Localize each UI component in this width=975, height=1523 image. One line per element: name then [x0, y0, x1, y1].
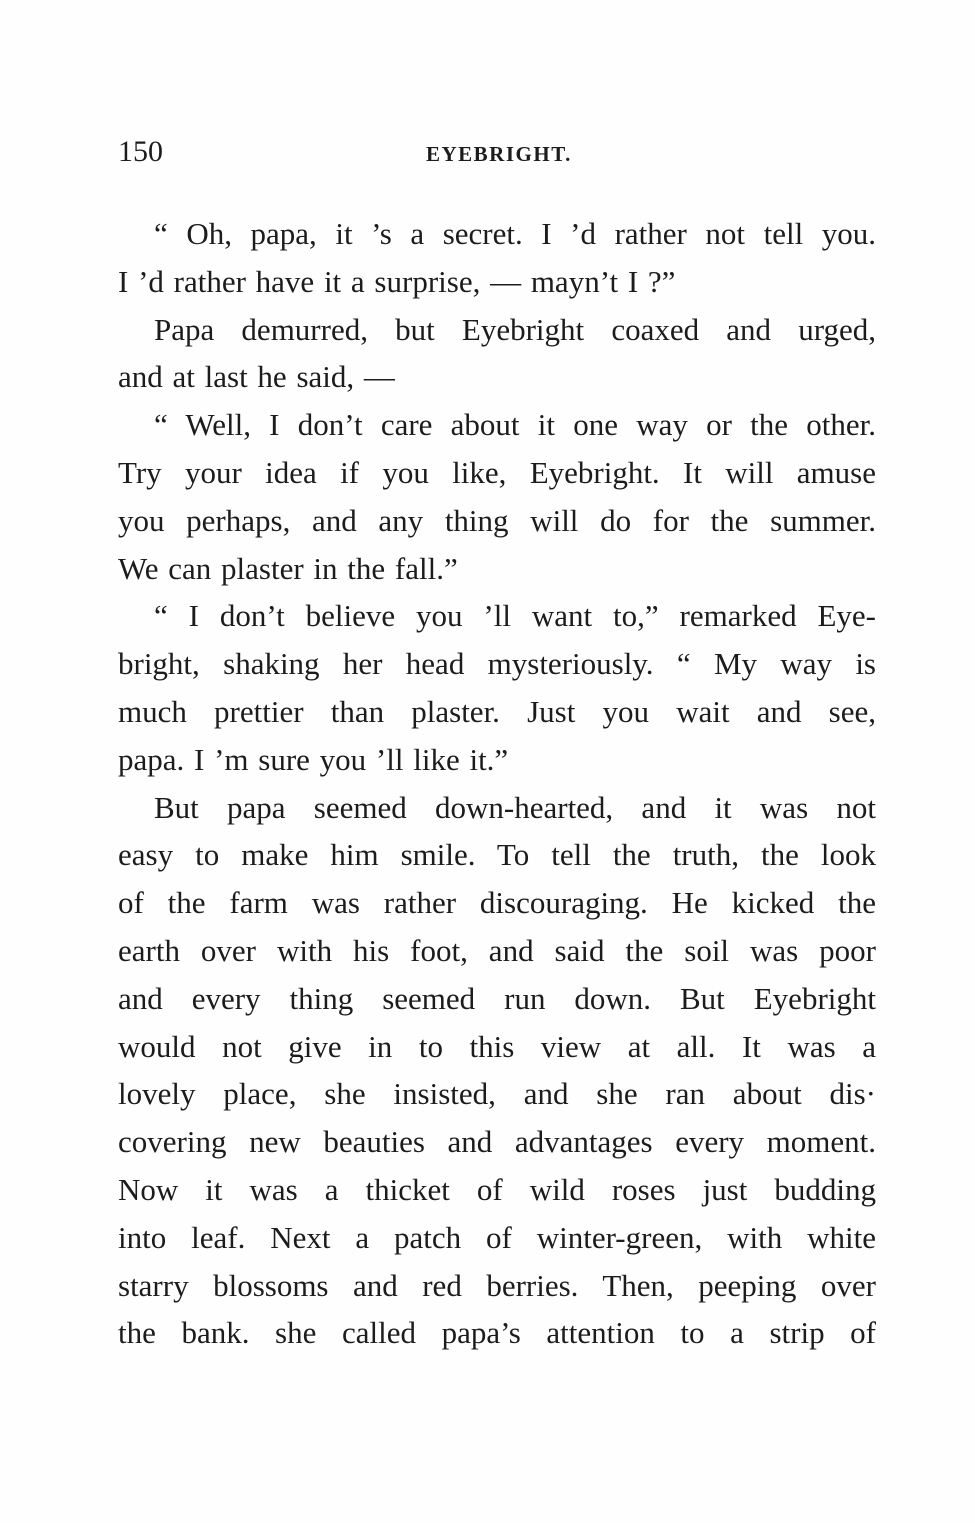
text-line: Now it was a thicket of wild roses just budding: [118, 1171, 876, 1207]
text-line: Papa demurred, but Eyebright coaxed and urged,: [154, 311, 876, 347]
text-line: would not give in to this view at all. It was a: [118, 1028, 876, 1064]
text-line: bright, shaking her head mysteriously. “ My way is: [118, 646, 876, 682]
text-line: Try your idea if you like, Eyebright. It will amuse: [118, 454, 876, 490]
text-line: you perhaps, and any thing will do for the summer.: [118, 502, 876, 538]
text-line: covering new beauties and advantages every moment.: [118, 1124, 876, 1160]
text-line: “ Oh, papa, it ’s a secret. I ’d rather not tell you.: [154, 216, 876, 251]
text-line: lovely place, she insisted, and she ran about dis·: [118, 1076, 876, 1112]
text-line: the bank. she called papa’s attention to a strip of: [118, 1315, 876, 1351]
text-line: and at last he said, —: [118, 359, 395, 395]
text-line: into leaf. Next a patch of winter-green, with white: [118, 1219, 876, 1255]
text-line: “ Well, I don’t care about it one way or the other.: [154, 407, 876, 443]
body-text: [118, 210, 876, 1357]
running-title: EYEBRIGHT.: [426, 142, 572, 166]
text-line: and every thing seemed run down. But Eyebright: [118, 980, 876, 1016]
text-line: I ’d rather have it a surprise, — mayn’t I ?”: [118, 263, 676, 299]
text-line: of the farm was rather discouraging. He kicked the: [118, 885, 876, 921]
text-line: But papa seemed down-hearted, and it was not: [154, 789, 876, 825]
page-header: [118, 132, 876, 172]
text-line: much prettier than plaster. Just you wait and see,: [118, 693, 876, 729]
text-line: starry blossoms and red berries. Then, peeping over: [118, 1267, 876, 1303]
text-line: easy to make him smile. To tell the truth, the look: [118, 837, 876, 873]
text-line: We can plaster in the fall.”: [118, 550, 458, 586]
text-line: “ I don’t believe you ’ll want to,” remarked Eye-: [154, 598, 876, 634]
page-number: 150: [118, 135, 163, 168]
text-line: papa. I ’m sure you ’ll like it.”: [118, 741, 509, 777]
text-line: earth over with his foot, and said the soil was poor: [118, 932, 876, 968]
